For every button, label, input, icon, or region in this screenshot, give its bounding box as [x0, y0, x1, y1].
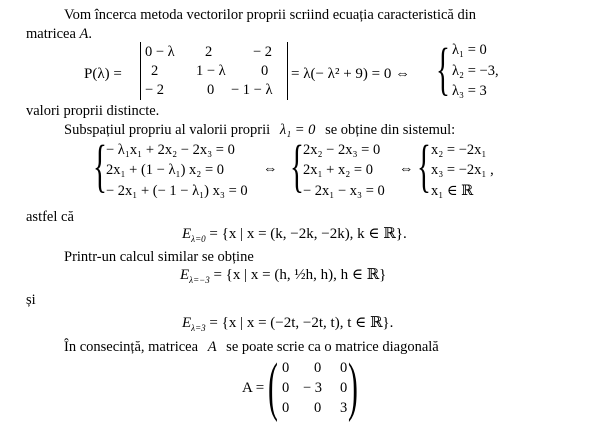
eigenspace-3	[182, 316, 393, 331]
eigenspace-subscript: λ=3	[191, 323, 206, 333]
eigenspace-symbol: E	[182, 226, 192, 242]
distinct-eigenvalues-text: valori proprii distincte.	[26, 103, 160, 119]
eigenspace-subscript: λ=−3	[189, 275, 210, 285]
diag-cell: 3	[340, 400, 348, 416]
root-3: λ₃ = 3	[452, 83, 487, 99]
brace-system-3: {	[417, 133, 431, 198]
det-cell: 0	[207, 82, 215, 98]
system2-eq2: 2x₁ + x₂ = 0	[303, 162, 373, 178]
subspace-text-a: Subspațiul propriu al valorii proprii	[64, 122, 271, 138]
consecinta-text-b: se poate scrie ca o matrice diagonală	[226, 339, 439, 355]
char-poly-lhs: P(λ) =	[84, 66, 122, 82]
diag-cell: 0	[314, 400, 322, 416]
si-text: și	[26, 292, 36, 308]
equiv-arrow-2: ⇔	[399, 161, 414, 177]
root-1: λ₁ = 0	[452, 42, 487, 58]
det-cell: 1 − λ	[196, 63, 226, 79]
period: .	[88, 26, 93, 42]
system2-eq3: − 2x₁ − x₃ = 0	[303, 183, 385, 199]
brace-system-2: {	[290, 133, 304, 198]
diag-cell: − 3	[303, 380, 323, 396]
astfel-text: astfel că	[26, 209, 74, 225]
diag-left-paren: (	[268, 350, 278, 423]
subspace-sentence	[64, 123, 455, 138]
paragraph-line-2	[26, 27, 92, 42]
det-cell: 2	[205, 44, 213, 60]
diag-matrix-lhs: A =	[242, 380, 265, 396]
diag-cell: 0	[282, 400, 290, 416]
system2-eq1: 2x₂ − 2x₃ = 0	[303, 142, 381, 158]
matrix-var: A	[79, 26, 89, 42]
diag-cell: 0	[282, 360, 290, 376]
diag-cell: 0	[282, 380, 290, 396]
root-2: λ₂ = −3,	[452, 63, 499, 79]
eigenspace-set: = {x | x = (h, ½h, h), h ∈ ℝ}	[213, 267, 387, 283]
char-poly-determinant	[140, 42, 288, 100]
system3-eq1: x₂ = −2x₁	[431, 142, 487, 158]
det-cell: 0 − λ	[145, 44, 175, 60]
det-cell: 0	[261, 63, 269, 79]
system3-eq2: x₃ = −2x₁ ,	[431, 162, 494, 178]
char-poly-rhs: = λ(− λ² + 9) = 0 ⇔	[291, 66, 411, 82]
eigenspace-minus3	[180, 268, 386, 283]
equiv-arrow-1: ⇔	[263, 161, 278, 177]
det-cell: − 2	[253, 44, 273, 60]
brace-system-1: {	[93, 133, 107, 198]
eigenspace-set: = {x | x = (−2t, −2t, t), t ∈ ℝ}.	[209, 315, 394, 331]
det-cell: 2	[151, 63, 159, 79]
matrix-var: A	[207, 339, 217, 355]
eigenspace-0	[182, 227, 407, 242]
paragraph-text: matricea	[26, 26, 76, 42]
consecinta-text-a: În consecință, matricea	[64, 339, 199, 355]
system1-eq2: 2x₁ + (1 − λ₁) x₂ = 0	[106, 162, 225, 178]
printr-text: Printr-un calcul similar se obține	[64, 249, 254, 265]
eigenspace-set: = {x | x = (k, −2k, −2k), k ∈ ℝ}.	[209, 226, 407, 242]
eigenspace-subscript: λ=0	[191, 234, 206, 244]
subspace-text-b: se obține din sistemul:	[325, 122, 456, 138]
eigenvalue-1: λ₁ = 0	[279, 122, 316, 138]
system1-eq1: − λ₁x₁ + 2x₂ − 2x₃ = 0	[106, 142, 235, 158]
det-cell: − 1 − λ	[231, 82, 273, 98]
eigenspace-symbol: E	[182, 315, 192, 331]
eigenspace-symbol: E	[180, 267, 190, 283]
diag-cell: 0	[340, 380, 348, 396]
diag-cell: 0	[314, 360, 322, 376]
consecinta-sentence	[64, 340, 439, 355]
brace-roots: {	[436, 36, 450, 101]
diag-cell: 0	[340, 360, 348, 376]
diag-right-paren: )	[348, 350, 358, 423]
system3-eq3: x₁ ∈ ℝ	[431, 183, 474, 199]
paragraph-line-1: Vom încerca metoda vectorilor proprii scriind ecuația caracteristică din	[64, 7, 476, 23]
system1-eq3: − 2x₁ + (− 1 − λ₁) x₃ = 0	[106, 183, 248, 199]
det-cell: − 2	[145, 82, 165, 98]
